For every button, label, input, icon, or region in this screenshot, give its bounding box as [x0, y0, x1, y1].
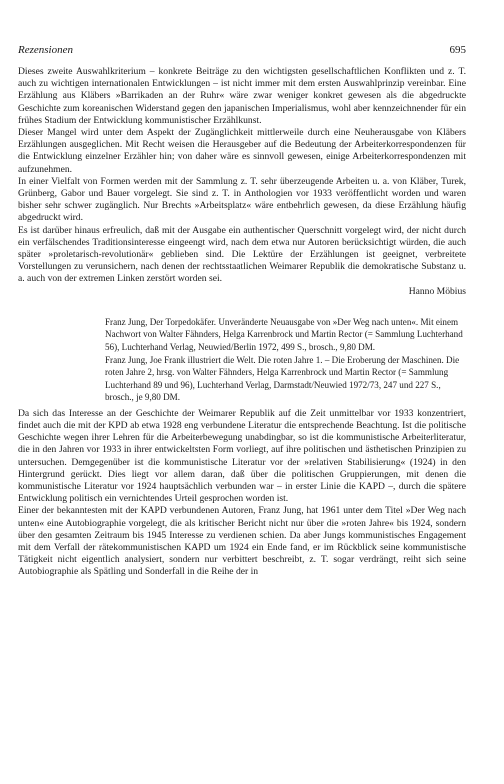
- bibliography-entry: Franz Jung, Joe Frank illustriert die Welt. Die roten Jahre 1. – Die Eroberung der Maschinen. Die roten Jahre 2, hrsg. von Walter Fähnders, Helga Karrenbrock und Martin Rector (= Sammlung Luchterhand 89 und 96), Luchterhand Verlag, Darmstadt/Neuwied 1972/73, 247 und 227 S., brosch., je 9,80 DM.: [105, 355, 460, 403]
- paragraph: Es ist darüber hinaus erfreulich, daß mit der Ausgabe ein authentischer Querschnitt vorgelegt wird, der nicht durch ein verfälschendes Traditionsinteresse eingeengt wird, nach dem etwa nur Autoren berücksichtigt würden, die auch später »proletarisch-revolutionär« geblieben sind. Die Lektüre der Erzählungen ist geeignet, verbreitete Vorstellungen zu verunsichern, nach denen der rechtsstaatlichen Weimarer Republik die demokratische Substanz u. a. auch von der extremen Linken zerstört worden sei.: [18, 224, 466, 285]
- paragraph: Dieses zweite Auswahlkriterium – konkrete Beiträge zu den wichtigsten gesellschaftlichen Konflikten und z. T. auch zu wichtigen internationalen Entwicklungen – ist nicht immer mit dem ersten Auswahlprinzip vereinbar. Eine Erzählung aus Kläbers »Barrikaden an der Ruhr« wäre zwar weniger konkret gewesen als die abgedruckte Geschichte zum koreanischen Widerstand gegen den japanischen Imperialismus, wohl aber kennzeichnender für ein frühes Stadium der Entwicklung kommunistischer Erzählkunst.: [18, 66, 466, 126]
- page-number: 695: [449, 44, 466, 56]
- paragraph: Da sich das Interesse an der Geschichte der Weimarer Republik auf die Zeit unmittelbar vor 1933 konzentriert, findet auch die mit der KPD ab etwa 1928 eng verbundene Literatur die entsprechende Beachtung. Ist die politische Geschichte wegen ihrer Lehren für die Arbeiterbewegung unabdingbar, so ist die kommunistische Arbeiterliteratur, die in den Jahren vor 1933 in ihrer entwickeltsten Form vorliegt, auf ihre politischen und ästhetischen Prinzipien zu untersuchen. Demgegenüber ist die kommunistische Literatur vor der »relativen Stabilisierung« (1924) in den Hintergrund gerückt. Dies liegt vor allem daran, daß über die politischen Gruppierungen, mit denen die kommunistische Literatur vor 1924 hauptsächlich verbunden war – in erster Linie die KAPD –, durch die spätere Entwicklung politisch ein vernichtendes Urteil gesprochen worden ist.: [18, 407, 466, 505]
- paragraph: Einer der bekanntesten mit der KAPD verbundenen Autoren, Franz Jung, hat 1961 unter dem Titel »Der Weg nach unten« eine Autobiographie vorgelegt, die als kritischer Bericht nicht nur über die »roten Jahre« bis 1924, sondern über den gesamten Zeitraum bis 1945 Interesse zu verdienen schien. Da aber Jungs kommunistisches Engagement mit dem Verfall der rätekommunistischen KAPD um 1924 ein Ende fand, er im Rückblick seine kommunistische Tätigkeit nicht eigentlich analysiert, sondern nur verbittert beschreibt, z. T. sogar verdrängt, reiht sich seine Autobiographie als Spätling und Sonderfall in die Reihe der in: [18, 505, 466, 578]
- section-title: Rezensionen: [18, 44, 73, 56]
- running-header: [18, 44, 466, 56]
- review-body: [18, 408, 466, 579]
- bibliography-block: [105, 316, 466, 404]
- bibliography-entry: Franz Jung, Der Torpedokäfer. Unveränderte Neuausgabe von »Der Weg nach unten«. Mit einem Nachwort von Walter Fähnders, Helga Karrenbrock und Martin Rector (= Sammlung Luchterhand 56), Luchterhand Verlag, Neuwied/Berlin 1972, 499 S., brosch., 9,80 DM.: [105, 316, 463, 352]
- article-body: [18, 66, 466, 579]
- paragraph: In einer Vielfalt von Formen werden mit der Sammlung z. T. sehr überzeugende Arbeiten u. a. von Kläber, Turek, Grünberg, Gabor und Bauer vorgelegt. Sie sind z. T. in Anthologien vor 1933 veröffentlicht worden und waren bisher sehr schwer zugänglich. Nur Brechts »Arbeitsplatz« wäre entbehrlich gewesen, da diese Erzählung häufig abgedruckt wird.: [18, 175, 466, 224]
- review-author: Hanno Möbius: [408, 285, 466, 297]
- paragraph: Dieser Mangel wird unter dem Aspekt der Zugänglichkeit mittlerweile durch eine Neuherausgabe von Kläbers Erzählungen ausgeglichen. Mit Recht weisen die Herausgeber auf die Bedeutung der Arbeiterkorrespondenzen für die Entwicklung einzelner Erzähler hin; von daher wäre es sinnvoll gewesen, einige Arbeiterkorrespondenzen mit aufzunehmen.: [18, 127, 466, 175]
